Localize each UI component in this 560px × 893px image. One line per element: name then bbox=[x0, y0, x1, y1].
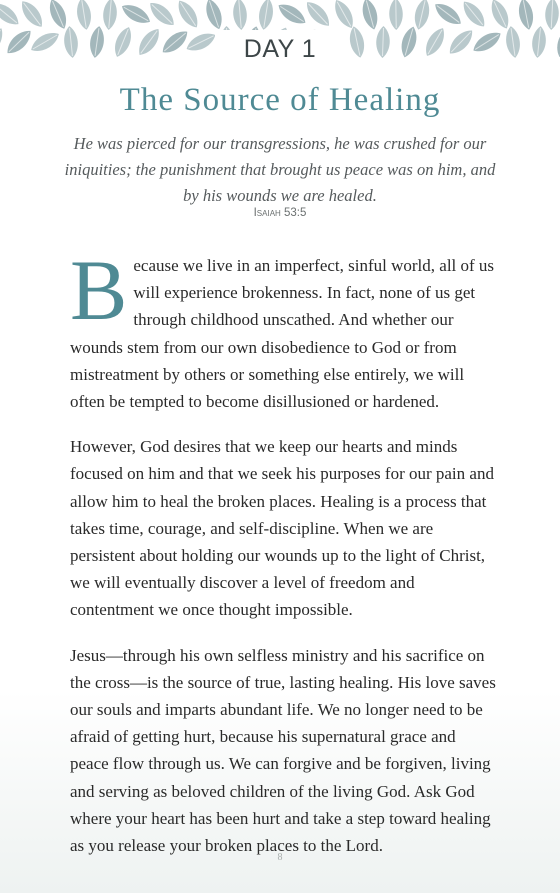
paragraph-1-text: ecause we live in an imperfect, sinful world, all of us will experience brokenness. In fact, none of us get through childhood unscathed. And whether our wounds stem from our own disobedience to God or from mistreatment by others or something else entirely, we will often be tempted to become disillusioned or hardened. bbox=[70, 256, 495, 412]
leaf-icon bbox=[302, 0, 334, 30]
leaf-icon bbox=[487, 0, 513, 31]
paragraph-1 bbox=[70, 242, 496, 415]
leaf-icon bbox=[459, 0, 490, 31]
leaf-icon bbox=[146, 0, 179, 30]
paragraph-2: However, God desires that we keep our hearts and minds focused on him and that we seek his purposes for our pain and allow him to heal the broken places. Healing is a process that takes time, courage, and self-discipline. When we are persistent about holding our wounds up to the light of Christ, we will eventually discover a level of freedom and contentment we once thought impossible. bbox=[70, 437, 494, 620]
day-label: DAY 1 bbox=[243, 35, 317, 63]
scripture-reference: Isaiah 53:5 bbox=[253, 207, 307, 219]
page-number: 8 bbox=[277, 852, 283, 863]
leaf-icon bbox=[46, 0, 71, 31]
drop-cap: B bbox=[70, 242, 128, 338]
leaf-icon bbox=[0, 0, 23, 29]
scripture-verse: He was pierced for our transgressions, he was crushed for our iniquities; the punishment that brought us peace was on him, and by his wounds we are healed. bbox=[64, 134, 496, 205]
devotional-body bbox=[70, 242, 496, 877]
page-title: The Source of Healing bbox=[119, 82, 441, 118]
leaf-icon bbox=[17, 0, 47, 31]
paragraph-3: Jesus—through his own selfless ministry and his sacrifice on the cross—is the source of true, lasting healing. His love saves our souls and imparts abundant life. We no longer need to be afraid of getting hurt, because his supernatural grace and peace flow through us. We can forgive and be forgiven, living and serving as beloved children of the living God. Ask God where your heart has been hurt and take a step toward healing as you release your broken places to the Lord. bbox=[70, 645, 496, 856]
leaf-icon bbox=[174, 0, 203, 31]
leaf-icon bbox=[202, 0, 225, 31]
